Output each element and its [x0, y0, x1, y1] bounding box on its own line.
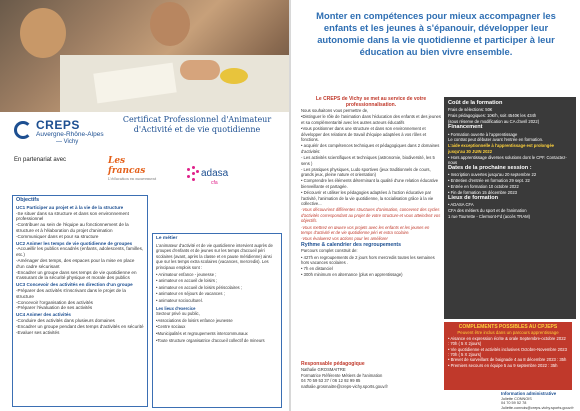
list-item: • animateur en accueil de loisirs ;	[156, 278, 218, 284]
photo-paint	[220, 68, 248, 84]
les-francas-logo	[108, 156, 164, 180]
information-email[interactable]: Juliette.connois@creps-vichy.sports.gouv.fr	[501, 405, 574, 410]
service-intro: Nous souhaitons vous permettre de,	[301, 108, 369, 114]
left-page	[0, 0, 289, 411]
list-item: Parcours complet construit de:	[301, 248, 358, 254]
list-item: •Municipalités et regroupements intercommunaux	[156, 330, 248, 336]
list-item: • 427h en regroupements de 2 jours hors mercredis toutes les semaines hors vacances scolaires .	[301, 254, 435, 266]
list-item: -Se situer dans sa structure et dans son environnement professionnel	[16, 210, 129, 222]
italic-note: -Vous mettrez en œuvre vos projets avec les enfants et les jeunes en temps d'activité et de vie quotidienne péri et extra scolaire.	[301, 224, 430, 236]
list-item: -Accueillir les publics encadrés (enfants, adolescents, familles, etc.)	[16, 246, 144, 258]
adasa-logo	[187, 166, 247, 192]
list-item: • Vie quotidienne et activités inclusives Octobre-Novembre 2023 : 70h ( 5 X 2jours)	[448, 346, 567, 358]
list-item: • Fin de formation 15 décembre 2023	[448, 190, 517, 196]
responsable-block	[301, 362, 441, 389]
list-item: • Comprendre les éléments déterminant la qualité d'une relation éducative bienveillante et partagée.	[301, 178, 439, 189]
list-item: Le contrat peut débuter avant l'entrée en formation.	[448, 137, 544, 143]
list-item: -Préparer des activités s'inscrivant dans le projet de la structure	[16, 287, 126, 299]
partner-label: En partenariat avec	[14, 157, 67, 163]
les-francas-tagline: L'éducation en mouvement	[108, 177, 157, 181]
complements-title: COMPLEMENTS POSSIBLES AU CPJEPS	[458, 324, 558, 330]
list-item: -Evaluer ses activités	[16, 329, 60, 335]
list-item: • Animateur enfance - jeunesse ;	[156, 271, 217, 277]
cout-title: Coût de la formation	[448, 100, 503, 106]
les-francas-name: Les francas	[108, 156, 146, 176]
headline: Monter en compétences pour mieux accompagner les enfants et les jeunes à s'épanouir, développer leur autonomie dans la vie quotidienne et participer à leur éducation au bien vivre ensemble.	[316, 10, 556, 57]
information-phone: 04 70 59 52 78	[501, 401, 527, 406]
list-item: -Préparer l'évaluation de ses activités	[16, 305, 93, 311]
list-item: •Distinguer le rôle de l'animation dans l'éducation des enfants et des jeunes et sa complémentarité avec les autres acteurs éducatifs	[301, 114, 441, 125]
creps-region: Auvergne-Rhône-Alpes	[36, 131, 104, 138]
service-title: Le CREPS de Vichy se met au service de votre professionnalisation.	[315, 96, 427, 108]
list-item: -Concevoir l'organisation des activités	[16, 299, 93, 305]
list-item: • ADASA CFA	[448, 202, 474, 208]
responsable-name: Nathalie GROSMAITRE	[301, 367, 346, 373]
list-item: -Encadrer un groupe dans ses temps de vie quotidienne en s'assurant de la sécurité physique et morale des publics	[16, 269, 137, 281]
responsable-email[interactable]: nathalie.grosmaitre@creps-vichy.sports.gouv.fr	[301, 383, 388, 389]
list-item: -Encadrer un groupe pendant des temps d'activités en sécurité	[16, 323, 144, 329]
responsable-role: Formatrice Référente Métiers de l'animation	[301, 372, 383, 378]
list-item: • Découvrir et utiliser les pédagogies adaptées à l'action éducative par l'activité, l'animation de la vie quotidienne, la socialisation grâce à la vie collective...	[301, 190, 434, 207]
uc2-title: UC2 Animer les temps de vie quotidienne de groupes	[16, 240, 133, 246]
objectifs-box	[12, 195, 148, 407]
adasa-name: adasa	[201, 168, 229, 179]
metier-box	[152, 233, 282, 408]
list-item: • Entrée en formation 10 octobre 2022	[448, 184, 519, 190]
list-item: •Toute structure organisatrice d'accueil collectif de mineurs	[156, 337, 265, 343]
list-item: • 7h en distanciel	[301, 266, 333, 272]
list-item: • Formation ouverte à l'apprentissage	[448, 131, 518, 137]
metier-title: Le métier	[156, 236, 178, 241]
list-item: -Contribuer au sein de l'équipe au fonctionnement de la structure et à l'élaboration du projet d'animation	[16, 222, 129, 233]
photo-hand	[180, 60, 220, 80]
information-label: Information administrative	[501, 391, 557, 396]
list-item: CFA des métiers du sport et de l'animation	[448, 208, 527, 214]
list-item: • 300h minimum en alternance (plus en apprentissage)	[301, 272, 403, 278]
uc3-title: UC3 Concevoir des activités en direction d'un groupe	[16, 282, 133, 288]
list-item: • animateur en accueil de loisirs périscolaires ;	[156, 284, 242, 290]
list-item: Frais de sélections: 50€	[448, 107, 493, 113]
cout-box	[444, 97, 576, 319]
session-title: Dates de la prochaine session :	[448, 164, 532, 171]
responsable-label: Responsable pédagogique	[301, 361, 365, 367]
information-block	[501, 392, 579, 410]
creps-mark-icon	[14, 121, 32, 139]
uc1-title: UC1 Participer au projet et à la vie de la structure	[16, 204, 124, 210]
list-item: • Brevet de surveillant de baignade 4 au 8 décembre 2023 : 35h	[448, 357, 567, 363]
list-item: •Associations de loisirs enfance jeunesse	[156, 317, 233, 323]
financement-title: Financement	[448, 124, 483, 131]
responsable-phone: 04 70 59 53 37 / 06 12 92 99 85	[301, 378, 361, 384]
autres-financement: • Hors apprentissage diverses solutions dont le CPF. Contactez-nous	[448, 154, 567, 166]
places-intro: Secteur privé ou public,	[156, 311, 200, 317]
list-item: (sous réserve de modification au CA d'avril 2022)	[448, 119, 540, 125]
list-item: • animateur en séjours de vacances ;	[156, 291, 225, 297]
aide-highlight: L'aide exceptionnelle à l'apprentissage est prolongée jusqu'au 30 JUIN 2022	[448, 143, 555, 154]
list-item: • Entretien d'entrée en formation 29 sept. 22	[448, 178, 530, 184]
creps-city: — Vichy	[56, 139, 79, 145]
list-item: • Premiers secours en équipe 5 au 9 septembre 2022 : 35h	[448, 362, 558, 368]
italic-note: -Vous découvrirez différentes structures d'animation, concevrez des cycles d'activités correspondant au projet de votre structure et vous atteindrez vos objectifs.	[301, 207, 441, 224]
adasa-dots-icon	[187, 166, 199, 186]
metier-intro: L'animateur d'activité et de vie quotidienne intervient auprès de groupes d'enfants et de jeunes sur les temps d'accueil péri scolaires (avant, après la classe et en pause méridienne) ainsi que sur les temps extra scolaires (vacances, mercredis). Les principaux emplois sont :	[156, 242, 273, 270]
list-item: •Centre sociaux	[156, 324, 186, 330]
list-item: •Vous positionner dans une structure et dans son environnement et développer des relations de travail d'équipe adaptées à vos rôles et fonctions.	[301, 125, 427, 143]
list-item: -Communiquer dans et pour sa structure	[16, 233, 99, 239]
list-item: • animateur socioculturel.	[156, 297, 203, 303]
list-item: Frais pédagogiques: 10€/h, soit 4540€ les 434h	[448, 113, 537, 119]
objectifs-title: Objectifs	[16, 197, 40, 203]
list-item: -Aménager des temps, des espaces pour la mise en place d'un cadre sécurisant	[16, 257, 135, 269]
right-page	[291, 0, 580, 411]
certificate-title: Certificat Professionnel d'Animateur d'Activité et de vie quotidienne	[122, 115, 272, 134]
list-item: • Aisance en expression écrite & orale Septembre-octobre 2022 : 70h ( 5 X 2jours)	[448, 335, 566, 347]
rythme-title: Rythme & calendrier des regroupements	[301, 241, 402, 248]
list-item: - Les pratiques physiques, Ludo sportives (jeux traditionnels de cours, grands jeux, pleine nature et orientation)	[301, 166, 431, 178]
header-photo	[0, 0, 289, 112]
italic-note: -Vous évaluerez vos actions pour les améliorer	[301, 236, 388, 242]
creps-name: CREPS	[36, 118, 80, 132]
adasa-suffix: cfa	[211, 180, 218, 186]
list-item: - Les activités scientifiques et techniques (astronomie, biodiversité, les 5 sens )	[301, 154, 435, 166]
photo-child-1	[20, 8, 66, 58]
list-item: 1 rue Tourrette - Clermont-Fd (accès TRAM)	[448, 214, 530, 220]
list-item: -Conduire des activités dans plusieurs domaines	[16, 317, 115, 323]
complements-subtitle: Peuvent être inclus dans un parcours apprentissage	[457, 330, 559, 336]
uc4-title: UC4 Animer des activités	[16, 312, 71, 318]
places-title: Les lieux d'exercice	[156, 305, 196, 311]
complements-box	[444, 322, 572, 390]
list-item: • acquérir des compétences techniques et pédagogiques dans 2 domaines d'activités:	[301, 143, 440, 154]
photo-child-2	[150, 2, 190, 46]
service-block	[301, 97, 441, 278]
information-name: Juliette CONNOIS	[501, 396, 532, 401]
list-item: • Inscription ouvertes jusqu'au 20 septembre 22	[448, 172, 537, 178]
lieux-title: Lieux de formation	[448, 195, 499, 201]
